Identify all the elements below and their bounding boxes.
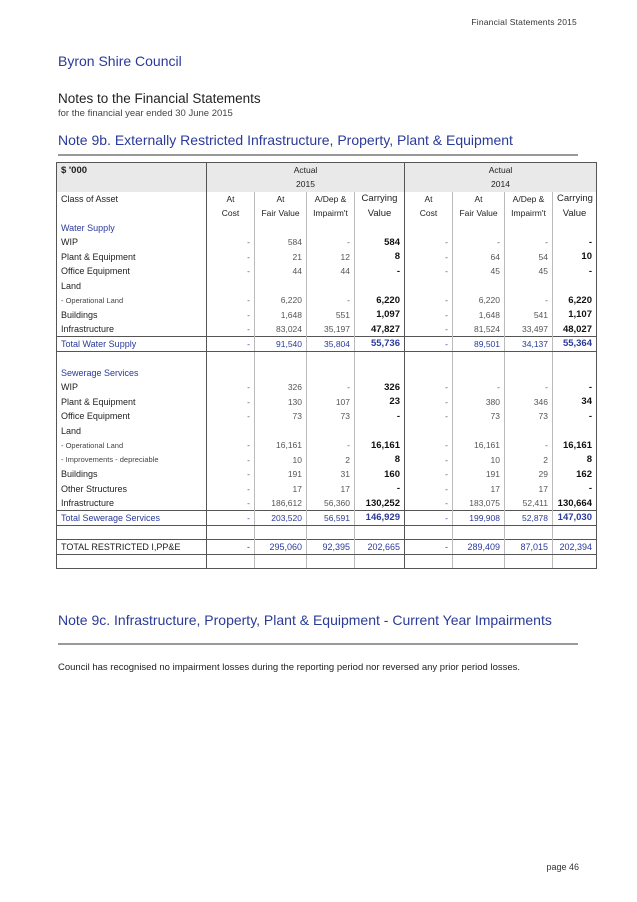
value-cell: 45 bbox=[453, 264, 505, 279]
value-cell: 29 bbox=[505, 467, 553, 482]
value-cell: 191 bbox=[255, 467, 307, 482]
table-row bbox=[57, 279, 597, 294]
carrying-value-cell: 202,665 bbox=[355, 540, 405, 555]
value-cell: 107 bbox=[307, 395, 355, 410]
value-cell: 17 bbox=[307, 482, 355, 497]
value-cell: - bbox=[207, 322, 255, 337]
value-cell: - bbox=[405, 482, 453, 497]
value-cell: - bbox=[207, 235, 255, 250]
carrying-value-cell: 55,736 bbox=[355, 337, 405, 352]
value-cell: - bbox=[207, 308, 255, 323]
carrying-value-cell: 23 bbox=[355, 395, 405, 410]
value-cell: - bbox=[505, 293, 553, 308]
carrying-value-cell: 10 bbox=[553, 250, 597, 265]
carrying-value-cell: 8 bbox=[355, 250, 405, 265]
value-cell: 54 bbox=[505, 250, 553, 265]
value-cell: 89,501 bbox=[453, 337, 505, 352]
units-label: $ '000 bbox=[57, 163, 207, 178]
value-cell: - bbox=[207, 395, 255, 410]
value-cell: 6,220 bbox=[255, 293, 307, 308]
value-cell bbox=[307, 279, 355, 294]
col-at-fair-value-top: At bbox=[255, 192, 307, 207]
note-9b-heading: Note 9b. Externally Restricted Infrastructure, Property, Plant & Equipment bbox=[58, 132, 513, 148]
carrying-value-cell: 34 bbox=[553, 395, 597, 410]
col-at-cost-top-2014: At bbox=[405, 192, 453, 207]
row-label: Land bbox=[57, 424, 207, 439]
value-cell: - bbox=[405, 540, 453, 555]
value-cell bbox=[307, 424, 355, 439]
table-row bbox=[57, 250, 597, 265]
value-cell: - bbox=[405, 395, 453, 410]
table-row bbox=[57, 409, 597, 424]
value-cell: - bbox=[207, 540, 255, 555]
value-cell: 295,060 bbox=[255, 540, 307, 555]
carrying-value-cell: - bbox=[553, 264, 597, 279]
carrying-value-cell: 8 bbox=[553, 453, 597, 468]
value-cell: - bbox=[405, 293, 453, 308]
value-cell: - bbox=[405, 453, 453, 468]
value-cell: - bbox=[405, 380, 453, 395]
col-carrying-top: Carrying bbox=[355, 192, 405, 207]
table-row bbox=[57, 496, 597, 511]
col-carrying-value-2014: Value bbox=[553, 206, 597, 221]
table-row bbox=[57, 308, 597, 323]
carrying-value-cell: 1,097 bbox=[355, 308, 405, 323]
value-cell: - bbox=[405, 438, 453, 453]
col-cost-2014: Cost bbox=[405, 206, 453, 221]
carrying-value-cell: 162 bbox=[553, 467, 597, 482]
table-row bbox=[57, 380, 597, 395]
value-cell: - bbox=[207, 438, 255, 453]
row-label: Buildings bbox=[57, 308, 207, 323]
carrying-value-cell: - bbox=[553, 235, 597, 250]
row-label: Office Equipment bbox=[57, 264, 207, 279]
value-cell: 52,411 bbox=[505, 496, 553, 511]
value-cell: - bbox=[405, 235, 453, 250]
note-9c-text: Council has recognised no impairment losses during the reporting period nor reversed any prior period losses. bbox=[58, 662, 521, 673]
section-title: Sewerage Services bbox=[57, 366, 207, 381]
value-cell bbox=[505, 279, 553, 294]
carrying-value-cell: - bbox=[553, 482, 597, 497]
value-cell: - bbox=[207, 250, 255, 265]
value-cell: - bbox=[207, 409, 255, 424]
carrying-value-cell bbox=[553, 279, 597, 294]
value-cell bbox=[453, 424, 505, 439]
table-header-row-4 bbox=[57, 206, 597, 221]
value-cell: 183,075 bbox=[453, 496, 505, 511]
value-cell: 10 bbox=[255, 453, 307, 468]
value-cell: 541 bbox=[505, 308, 553, 323]
col-adep-top: A/Dep & bbox=[307, 192, 355, 207]
value-cell: - bbox=[405, 511, 453, 526]
value-cell: 380 bbox=[453, 395, 505, 410]
row-label: - Operational Land bbox=[57, 293, 207, 308]
value-cell: 12 bbox=[307, 250, 355, 265]
notes-subtitle: for the financial year ended 30 June 2015 bbox=[58, 108, 233, 119]
row-label: Infrastructure bbox=[57, 496, 207, 511]
value-cell: 551 bbox=[307, 308, 355, 323]
row-label: Land bbox=[57, 279, 207, 294]
table-row bbox=[57, 322, 597, 337]
value-cell: 2 bbox=[307, 453, 355, 468]
value-cell: 17 bbox=[505, 482, 553, 497]
value-cell: - bbox=[207, 337, 255, 352]
section-total-row bbox=[57, 337, 597, 352]
value-cell bbox=[405, 424, 453, 439]
year-2015-label: 2015 bbox=[207, 177, 405, 192]
grand-total-row bbox=[57, 540, 597, 555]
value-cell: - bbox=[207, 482, 255, 497]
value-cell: 17 bbox=[255, 482, 307, 497]
row-label: - Improvements - depreciable bbox=[57, 453, 207, 468]
notes-title: Notes to the Financial Statements bbox=[58, 91, 261, 106]
table-row bbox=[57, 438, 597, 453]
value-cell: 17 bbox=[453, 482, 505, 497]
value-cell: 16,161 bbox=[255, 438, 307, 453]
value-cell: - bbox=[207, 496, 255, 511]
value-cell: 52,878 bbox=[505, 511, 553, 526]
value-cell: - bbox=[405, 322, 453, 337]
value-cell: 73 bbox=[255, 409, 307, 424]
row-label: - Operational Land bbox=[57, 438, 207, 453]
col-fair-value: Fair Value bbox=[255, 206, 307, 221]
value-cell: 289,409 bbox=[453, 540, 505, 555]
value-cell: 64 bbox=[453, 250, 505, 265]
col-carrying-value: Value bbox=[355, 206, 405, 221]
value-cell: 203,520 bbox=[255, 511, 307, 526]
value-cell: - bbox=[207, 453, 255, 468]
value-cell: 35,804 bbox=[307, 337, 355, 352]
col-at-fair-value-top-2014: At bbox=[453, 192, 505, 207]
value-cell: 130 bbox=[255, 395, 307, 410]
table-header-row-2 bbox=[57, 177, 597, 192]
value-cell: 56,360 bbox=[307, 496, 355, 511]
value-cell: 191 bbox=[453, 467, 505, 482]
actual-2014-label: Actual bbox=[405, 163, 597, 178]
value-cell: - bbox=[207, 467, 255, 482]
carrying-value-cell: 202,394 bbox=[553, 540, 597, 555]
value-cell: 73 bbox=[453, 409, 505, 424]
value-cell: 33,497 bbox=[505, 322, 553, 337]
row-label: Buildings bbox=[57, 467, 207, 482]
value-cell: 35,197 bbox=[307, 322, 355, 337]
section-title-row bbox=[57, 366, 597, 381]
page-number: page 46 bbox=[546, 862, 579, 872]
value-cell: 31 bbox=[307, 467, 355, 482]
carrying-value-cell bbox=[355, 424, 405, 439]
carrying-value-cell: 48,027 bbox=[553, 322, 597, 337]
table-header-row-3 bbox=[57, 192, 597, 207]
value-cell: 56,591 bbox=[307, 511, 355, 526]
spacer-row bbox=[57, 525, 597, 540]
carrying-value-cell: 146,929 bbox=[355, 511, 405, 526]
table-row bbox=[57, 235, 597, 250]
value-cell: - bbox=[405, 409, 453, 424]
value-cell: 10 bbox=[453, 453, 505, 468]
table-row bbox=[57, 453, 597, 468]
year-2014-label: 2014 bbox=[405, 177, 597, 192]
section-total-row bbox=[57, 511, 597, 526]
col-impairment-2014: Impairm't bbox=[505, 206, 553, 221]
value-cell: 44 bbox=[307, 264, 355, 279]
value-cell bbox=[505, 424, 553, 439]
carrying-value-cell: 6,220 bbox=[553, 293, 597, 308]
value-cell bbox=[405, 279, 453, 294]
col-cost: Cost bbox=[207, 206, 255, 221]
value-cell: - bbox=[405, 496, 453, 511]
value-cell: 87,015 bbox=[505, 540, 553, 555]
value-cell: 21 bbox=[255, 250, 307, 265]
row-label: WIP bbox=[57, 235, 207, 250]
value-cell: - bbox=[207, 511, 255, 526]
value-cell: - bbox=[453, 235, 505, 250]
value-cell bbox=[255, 424, 307, 439]
table-row bbox=[57, 424, 597, 439]
value-cell: - bbox=[405, 264, 453, 279]
row-label: Plant & Equipment bbox=[57, 250, 207, 265]
row-label: Office Equipment bbox=[57, 409, 207, 424]
carrying-value-cell: 584 bbox=[355, 235, 405, 250]
col-impairment: Impairm't bbox=[307, 206, 355, 221]
value-cell: 6,220 bbox=[453, 293, 505, 308]
value-cell: - bbox=[307, 438, 355, 453]
carrying-value-cell: - bbox=[355, 264, 405, 279]
table-row bbox=[57, 482, 597, 497]
carrying-value-cell: 8 bbox=[355, 453, 405, 468]
note-9c-heading: Note 9c. Infrastructure, Property, Plant & Equipment - Current Year Impairments bbox=[58, 612, 552, 628]
carrying-value-cell: - bbox=[355, 409, 405, 424]
carrying-value-cell: 147,030 bbox=[553, 511, 597, 526]
value-cell: 326 bbox=[255, 380, 307, 395]
value-cell: 44 bbox=[255, 264, 307, 279]
value-cell: 1,648 bbox=[453, 308, 505, 323]
row-label: Total Water Supply bbox=[57, 337, 207, 352]
carrying-value-cell: 130,252 bbox=[355, 496, 405, 511]
value-cell: 16,161 bbox=[453, 438, 505, 453]
value-cell: 186,612 bbox=[255, 496, 307, 511]
value-cell: - bbox=[207, 264, 255, 279]
value-cell bbox=[207, 279, 255, 294]
carrying-value-cell: - bbox=[553, 380, 597, 395]
row-label: Infrastructure bbox=[57, 322, 207, 337]
carrying-value-cell: 16,161 bbox=[553, 438, 597, 453]
note-9c-divider bbox=[58, 643, 578, 645]
carrying-value-cell: 55,364 bbox=[553, 337, 597, 352]
value-cell: - bbox=[405, 308, 453, 323]
sewerage-section bbox=[57, 366, 597, 526]
value-cell: 346 bbox=[505, 395, 553, 410]
grand-total-section bbox=[57, 525, 597, 569]
col-carrying-top-2014: Carrying bbox=[553, 192, 597, 207]
value-cell bbox=[453, 279, 505, 294]
value-cell: - bbox=[453, 380, 505, 395]
col-fair-value-2014: Fair Value bbox=[453, 206, 505, 221]
value-cell: 92,395 bbox=[307, 540, 355, 555]
council-name: Byron Shire Council bbox=[58, 53, 182, 69]
carrying-value-cell: 47,827 bbox=[355, 322, 405, 337]
section-title-row bbox=[57, 221, 597, 236]
carrying-value-cell: 1,107 bbox=[553, 308, 597, 323]
row-label: Total Sewerage Services bbox=[57, 511, 207, 526]
carrying-value-cell: 326 bbox=[355, 380, 405, 395]
table-row bbox=[57, 467, 597, 482]
value-cell: 199,908 bbox=[453, 511, 505, 526]
row-label: TOTAL RESTRICTED I,PP&E bbox=[57, 540, 207, 555]
table-header-row-1 bbox=[57, 163, 597, 178]
value-cell bbox=[255, 279, 307, 294]
value-cell: 73 bbox=[505, 409, 553, 424]
row-label: Other Structures bbox=[57, 482, 207, 497]
value-cell: 83,024 bbox=[255, 322, 307, 337]
value-cell: 91,540 bbox=[255, 337, 307, 352]
actual-2015-label: Actual bbox=[207, 163, 405, 178]
col-adep-top-2014: A/Dep & bbox=[505, 192, 553, 207]
carrying-value-cell bbox=[553, 424, 597, 439]
carrying-value-cell: 160 bbox=[355, 467, 405, 482]
col-at-cost-top: At bbox=[207, 192, 255, 207]
row-label: Plant & Equipment bbox=[57, 395, 207, 410]
restricted-ippe-table bbox=[56, 162, 597, 569]
value-cell: - bbox=[505, 438, 553, 453]
value-cell: - bbox=[505, 380, 553, 395]
water-supply-section bbox=[57, 221, 597, 366]
value-cell: 34,137 bbox=[505, 337, 553, 352]
value-cell: 73 bbox=[307, 409, 355, 424]
class-of-asset-label: Class of Asset bbox=[57, 192, 207, 207]
value-cell: 1,648 bbox=[255, 308, 307, 323]
value-cell: - bbox=[207, 293, 255, 308]
value-cell: - bbox=[307, 380, 355, 395]
carrying-value-cell: 6,220 bbox=[355, 293, 405, 308]
spacer-row bbox=[57, 351, 597, 366]
spacer-row bbox=[57, 554, 597, 569]
value-cell: 81,524 bbox=[453, 322, 505, 337]
page-header-title: Financial Statements 2015 bbox=[471, 17, 577, 27]
table-row bbox=[57, 395, 597, 410]
carrying-value-cell: 16,161 bbox=[355, 438, 405, 453]
carrying-value-cell bbox=[355, 279, 405, 294]
table-row bbox=[57, 264, 597, 279]
value-cell: - bbox=[505, 235, 553, 250]
note-9b-divider bbox=[58, 154, 578, 156]
section-title: Water Supply bbox=[57, 221, 207, 236]
value-cell: - bbox=[405, 337, 453, 352]
value-cell: - bbox=[405, 250, 453, 265]
value-cell: - bbox=[307, 235, 355, 250]
table-row bbox=[57, 293, 597, 308]
row-label: WIP bbox=[57, 380, 207, 395]
value-cell: 2 bbox=[505, 453, 553, 468]
value-cell: 584 bbox=[255, 235, 307, 250]
value-cell: 45 bbox=[505, 264, 553, 279]
carrying-value-cell: - bbox=[553, 409, 597, 424]
value-cell: - bbox=[405, 467, 453, 482]
value-cell: - bbox=[307, 293, 355, 308]
carrying-value-cell: 130,664 bbox=[553, 496, 597, 511]
value-cell: - bbox=[207, 380, 255, 395]
carrying-value-cell: - bbox=[355, 482, 405, 497]
value-cell bbox=[207, 424, 255, 439]
